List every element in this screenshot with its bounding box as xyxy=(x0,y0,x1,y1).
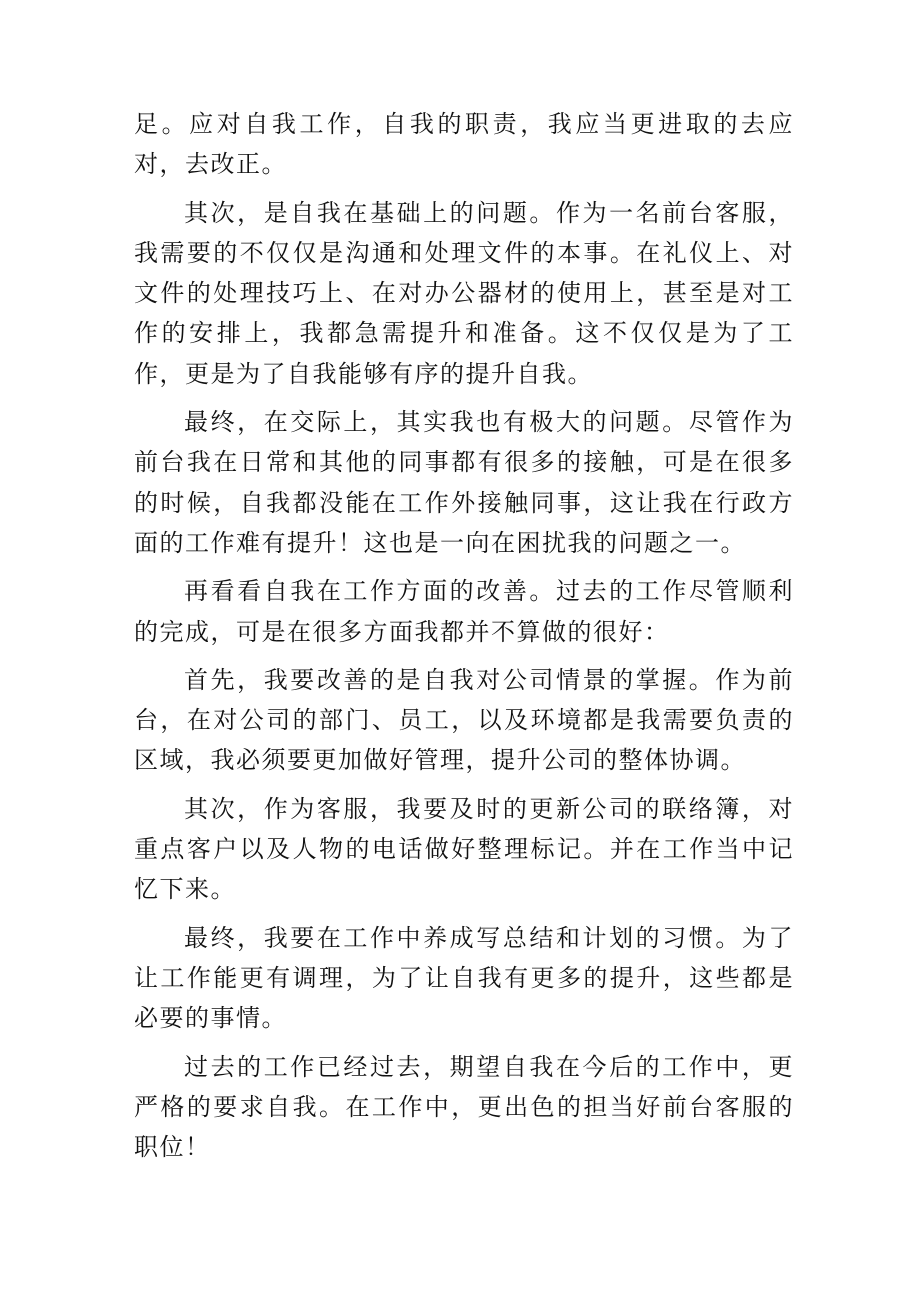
paragraph-6: 其次，作为客服，我要及时的更新公司的联络簿，对重点客户以及人物的电话做好整理标记。并在工作当中记忆下来。 xyxy=(134,794,794,904)
paragraph-1: 足。应对自我工作，自我的职责，我应当更进取的去应对，去改正。 xyxy=(134,110,794,179)
paragraph-3: 最终，在交际上，其实我也有极大的问题。尽管作为前台我在日常和其他的同事都有很多的接触，可是在很多的时候，自我都没能在工作外接触同事，这让我在行政方面的工作难有提升！这也是一向在困扰我的问题之一。 xyxy=(134,408,794,557)
paragraph-5: 首先，我要改善的是自我对公司情景的掌握。作为前台，在对公司的部门、员工，以及环境都是我需要负责的区域，我必须要更加做好管理，提升公司的整体协调。 xyxy=(134,665,794,775)
document-body xyxy=(134,104,794,1167)
paragraph-2: 其次，是自我在基础上的问题。作为一名前台客服，我需要的不仅仅是沟通和处理文件的本事。在礼仪上、对文件的处理技巧上、在对办公器材的使用上，甚至是对工作的安排上，我都急需提升和准备。这不仅仅是为了工作，更是为了自我能够有序的提升自我。 xyxy=(134,198,794,388)
paragraph-7: 最终，我要在工作中养成写总结和计划的习惯。为了让工作能更有调理，为了让自我有更多的提升，这些都是必要的事情。 xyxy=(134,923,794,1033)
paragraph-4: 再看看自我在工作方面的改善。过去的工作尽管顺利的完成，可是在很多方面我都并不算做的很好： xyxy=(134,577,794,646)
paragraph-8: 过去的工作已经过去，期望自我在今后的工作中，更严格的要求自我。在工作中，更出色的担当好前台客服的职位！ xyxy=(134,1052,794,1162)
